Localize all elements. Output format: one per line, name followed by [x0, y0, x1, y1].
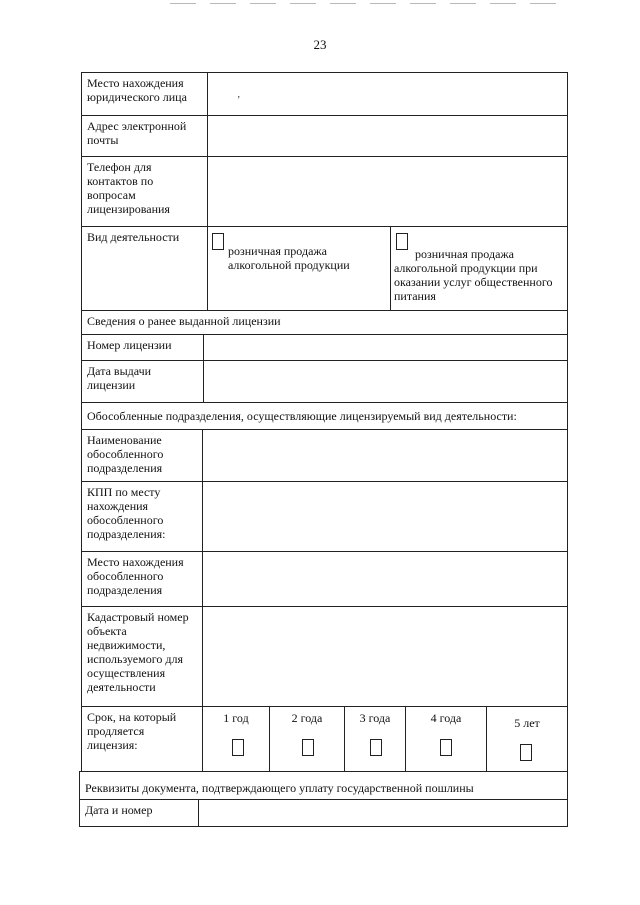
- page-number: 23: [313, 37, 327, 52]
- activity-retail-label: розничная продажа алкогольной продукции: [228, 244, 350, 272]
- activity-label: Вид деятельности: [81, 226, 208, 311]
- term-label: Срок, на который продляется лицензия:: [81, 706, 203, 772]
- term-option-2-years: [269, 706, 345, 772]
- term-option-3-years: [344, 706, 406, 772]
- term-5-years-checkbox[interactable]: [520, 744, 532, 761]
- location-field[interactable]: [207, 72, 568, 116]
- activity-option-catering-cell: [390, 226, 568, 311]
- date-number-field[interactable]: [198, 799, 568, 827]
- term-3-years-label: 3 года: [359, 711, 391, 725]
- license-number-field[interactable]: [203, 334, 568, 361]
- activity-catering-label: розничная продажа алкогольной продукции при оказании услуг общественного питания: [394, 247, 553, 303]
- cadastral-field[interactable]: [202, 606, 568, 707]
- kpp-field[interactable]: [202, 481, 568, 552]
- term-1-year-checkbox[interactable]: [232, 739, 244, 756]
- location-label: Место нахождения юридического лица: [81, 72, 208, 116]
- term-2-years-checkbox[interactable]: [302, 739, 314, 756]
- term-2-years-label: 2 года: [291, 711, 323, 725]
- subdivision-location-label: Место нахождения обособленного подразделения: [81, 551, 203, 607]
- kpp-label: КПП по месту нахождения обособленного подразделения:: [81, 481, 203, 552]
- issue-date-field[interactable]: [203, 360, 568, 403]
- term-option-1-year: [202, 706, 270, 772]
- prev-license-section-header: Сведения о ранее выданной лицензии: [81, 310, 568, 335]
- scan-artifact-line: [170, 3, 570, 4]
- subdivision-location-field[interactable]: [202, 551, 568, 607]
- term-1-year-label: 1 год: [223, 711, 249, 725]
- term-4-years-label: 4 года: [430, 711, 462, 725]
- fee-section-header: Реквизиты документа, подтверждающего уплату государственной пошлины: [79, 771, 568, 800]
- scan-speck: ʼ: [237, 95, 241, 106]
- subdivision-name-field[interactable]: [202, 429, 568, 482]
- license-number-label: Номер лицензии: [81, 334, 204, 361]
- email-label: Адрес электронной почты: [81, 115, 208, 157]
- term-3-years-checkbox[interactable]: [370, 739, 382, 756]
- activity-retail-checkbox[interactable]: [212, 233, 224, 250]
- subdivisions-section-header: Обособленные подразделения, осуществляющие лицензируемый вид деятельности:: [81, 402, 568, 430]
- date-number-label: Дата и номер: [79, 799, 199, 827]
- phone-label: Телефон для контактов по вопросам лицензирования: [81, 156, 208, 227]
- term-5-years-label: 5 лет: [514, 716, 540, 730]
- activity-option-retail-cell: [207, 226, 391, 311]
- cadastral-label: Кадастровый номер объекта недвижимости, используемого для осуществления деятельности: [81, 606, 203, 707]
- term-option-5-years: [486, 706, 568, 772]
- issue-date-label: Дата выдачи лицензии: [81, 360, 204, 403]
- email-field[interactable]: [207, 115, 568, 157]
- term-option-4-years: [405, 706, 487, 772]
- subdivision-name-label: Наименование обособленного подразделения: [81, 429, 203, 482]
- phone-field[interactable]: [207, 156, 568, 227]
- term-4-years-checkbox[interactable]: [440, 739, 452, 756]
